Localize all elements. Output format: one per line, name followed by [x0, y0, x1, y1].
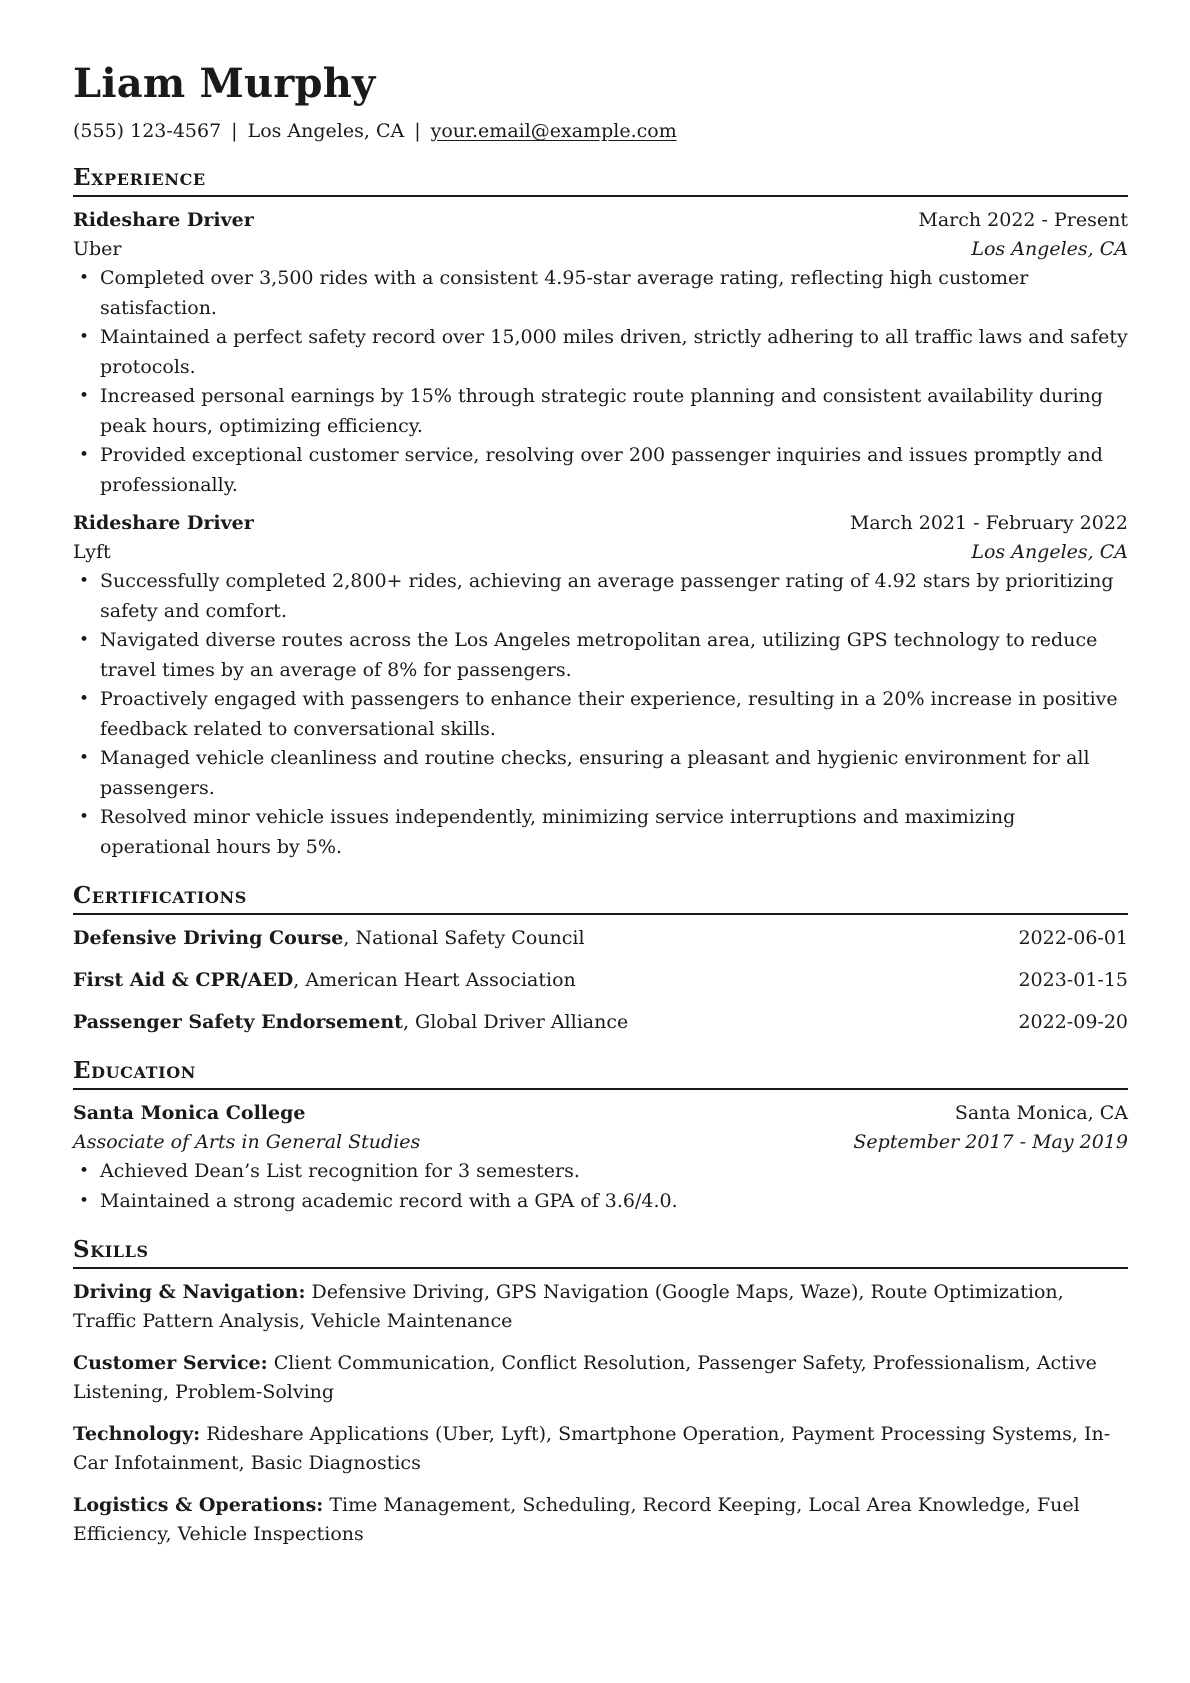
skill-group	[73, 1278, 1128, 1336]
certification-row	[73, 966, 1128, 995]
bullet-item: • Successfully completed 2,800+ rides, achieving an average passenger rating of 4.92 stars by prioritizing safety and comfort.	[73, 567, 1128, 626]
certification-date: 2022-09-20	[1018, 1011, 1128, 1033]
certification-row	[73, 924, 1128, 953]
certification-name: Passenger Safety Endorsement	[73, 1011, 403, 1033]
job-company: Uber	[73, 238, 122, 260]
skill-group	[73, 1349, 1128, 1407]
degree: Associate of Arts in General Studies	[73, 1131, 421, 1153]
location: Los Angeles, CA	[247, 120, 405, 142]
certifications-section	[73, 882, 1128, 1037]
contact-separator: |	[231, 120, 238, 142]
bullet-item: • Navigated diverse routes across the Los Angeles metropolitan area, utilizing GPS technology to reduce travel times by an average of 8% for passengers.	[73, 626, 1128, 685]
skill-label: Driving & Navigation:	[73, 1281, 306, 1303]
bullet-item: • Completed over 3,500 rides with a consistent 4.95-star average rating, reflecting high customer satisfaction.	[73, 264, 1128, 323]
certification-name: Defensive Driving Course	[73, 927, 344, 949]
skill-group	[73, 1420, 1128, 1478]
skill-label: Technology:	[73, 1423, 201, 1445]
job-location: Los Angeles, CA	[971, 238, 1128, 260]
job-bullets	[73, 264, 1128, 500]
skill-text: Client Communication, Conflict Resolution, Passenger Safety, Professionalism, Active Listening, Problem-Solving	[73, 1352, 1097, 1403]
skill-text: Rideshare Applications (Uber, Lyft), Smartphone Operation, Payment Processing Systems, In-Car Infotainment, Basic Diagnostics	[73, 1423, 1111, 1474]
certification-name: First Aid & CPR/AED	[73, 969, 294, 991]
section-title-experience: Experience	[73, 164, 1128, 197]
bullet-item: • Maintained a perfect safety record over 15,000 miles driven, strictly adhering to all traffic laws and safety protocols.	[73, 323, 1128, 382]
bullet-item: • Provided exceptional customer service, resolving over 200 passenger inquiries and issues promptly and professionally.	[73, 441, 1128, 500]
job-location: Los Angeles, CA	[971, 541, 1128, 563]
school-name: Santa Monica College	[73, 1102, 306, 1124]
skill-group	[73, 1491, 1128, 1549]
skills-section	[73, 1236, 1128, 1549]
certification-date: 2022-06-01	[1018, 927, 1128, 949]
school-location: Santa Monica, CA	[954, 1102, 1128, 1124]
candidate-name: Liam Murphy	[73, 60, 376, 107]
job-role: Rideshare Driver	[73, 512, 254, 534]
contact-separator: |	[414, 120, 421, 142]
bullet-item: • Proactively engaged with passengers to enhance their experience, resulting in a 20% increase in positive feedback related to conversational skills.	[73, 685, 1128, 744]
education-dates: September 2017 - May 2019	[853, 1131, 1128, 1153]
experience-section	[73, 164, 1128, 862]
certification-issuer: , Global Driver Alliance	[402, 1011, 629, 1033]
job-bullets	[73, 567, 1128, 862]
job-role: Rideshare Driver	[73, 209, 254, 231]
certification-date: 2023-01-15	[1018, 969, 1128, 991]
certification-issuer: , American Heart Association	[293, 969, 576, 991]
bullet-item: • Managed vehicle cleanliness and routine checks, ensuring a pleasant and hygienic environment for all passengers.	[73, 744, 1128, 803]
job-entry	[73, 206, 1128, 500]
certification-issuer: , National Safety Council	[343, 927, 585, 949]
bullet-item: • Resolved minor vehicle issues independently, minimizing service interruptions and maximizing operational hours by 5%.	[73, 803, 1128, 862]
skill-label: Logistics & Operations:	[73, 1494, 324, 1516]
resume-page	[73, 60, 1128, 1549]
job-dates: March 2021 - February 2022	[849, 512, 1128, 534]
section-title-certifications: Certifications	[73, 882, 1128, 915]
skill-label: Customer Service:	[73, 1352, 268, 1374]
section-title-education: Education	[73, 1057, 1128, 1090]
education-section	[73, 1057, 1128, 1216]
phone-number: (555) 123-4567	[73, 120, 222, 142]
job-dates: March 2022 - Present	[918, 209, 1128, 231]
certification-row	[73, 1008, 1128, 1037]
job-company: Lyft	[73, 541, 111, 563]
job-entry	[73, 509, 1128, 862]
bullet-item: • Maintained a strong academic record with a GPA of 3.6/4.0.	[73, 1187, 1128, 1217]
section-title-skills: Skills	[73, 1236, 1128, 1269]
education-bullets	[73, 1157, 1128, 1216]
skill-text: Time Management, Scheduling, Record Keeping, Local Area Knowledge, Fuel Efficiency, Vehicle Inspections	[73, 1494, 1080, 1545]
contact-line	[73, 118, 1128, 144]
bullet-item: • Achieved Dean’s List recognition for 3 semesters.	[73, 1157, 1128, 1187]
bullet-item: • Increased personal earnings by 15% through strategic route planning and consistent availability during peak hours, optimizing efficiency.	[73, 382, 1128, 441]
email-link[interactable]: your.email@example.com	[430, 120, 677, 142]
skill-text: Defensive Driving, GPS Navigation (Google Maps, Waze), Route Optimization, Traffic Pattern Analysis, Vehicle Maintenance	[73, 1281, 1064, 1332]
